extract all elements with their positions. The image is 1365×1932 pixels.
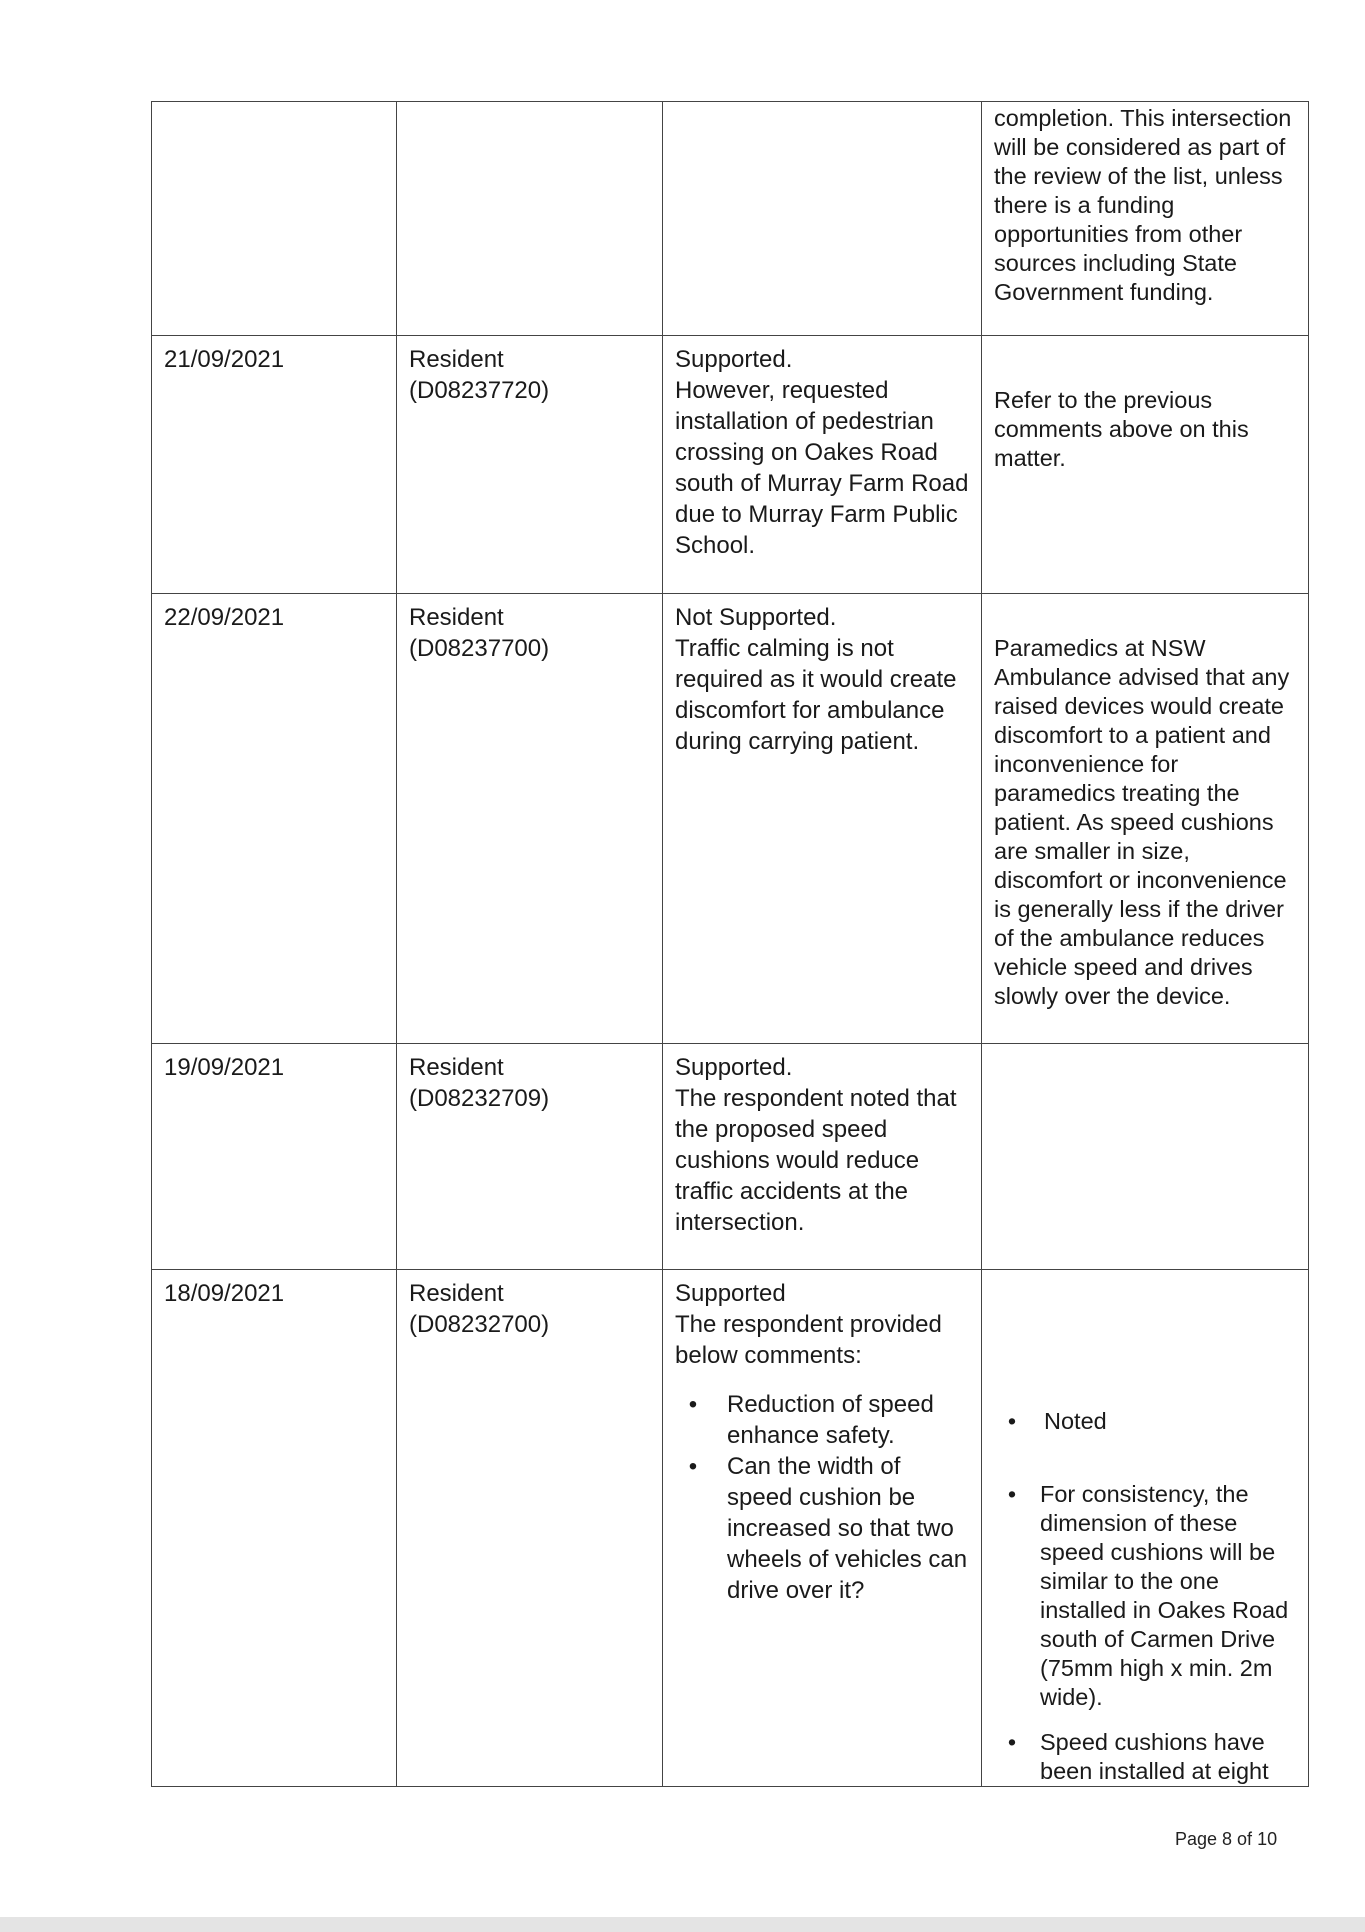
bullet-icon: • (1007, 1481, 1017, 1507)
date-text: 19/09/2021 (164, 1054, 285, 1081)
submission-status: Supported. (675, 1054, 793, 1081)
submission-cell (663, 594, 982, 1044)
comment-cell (982, 594, 1309, 1044)
list-item: • Noted (994, 1407, 1296, 1436)
submission-cell (663, 1044, 982, 1270)
table-row (152, 1044, 1309, 1270)
comment-cell (982, 336, 1309, 594)
date-text: 22/09/2021 (164, 604, 285, 631)
list-item: • For consistency, the dimension of these speed cushions will be similar to the one installed in Oakes Road south of Carmen Drive (75mm high x min. 2m wide). (994, 1480, 1296, 1712)
table-row (152, 336, 1309, 594)
comment-text: completion. This intersection will be considered as part of the review of the list, unless there is a funding opportunities from other sources including State Government funding. (994, 105, 1292, 305)
comment-bullet-list (994, 1407, 1296, 1786)
page-number: Page 8 of 10 (1175, 1829, 1278, 1849)
submissions-table (151, 101, 1309, 1787)
submission-cell (663, 336, 982, 594)
date-cell (152, 1270, 397, 1787)
submission-cell (663, 102, 982, 336)
date-cell (152, 336, 397, 594)
respondent-cell (397, 336, 663, 594)
bullet-icon: • (688, 1391, 698, 1418)
respondent-id: (D08232709) (409, 1085, 550, 1112)
bullet-icon: • (1007, 1729, 1017, 1755)
respondent-id: (D08232700) (409, 1311, 550, 1338)
respondent-id: (D08237720) (409, 377, 550, 404)
submission-status: Supported. (675, 346, 793, 373)
comment-text: Refer to the previous comments above on this matter. (994, 387, 1249, 471)
respondent-type: Resident (409, 604, 504, 631)
bullet-icon: • (1007, 1408, 1017, 1434)
respondent-id: (D08237700) (409, 635, 550, 662)
submission-detail: However, requested installation of pedestrian crossing on Oakes Road south of Murray Farm Road due to Murray Farm Public School. (675, 377, 969, 559)
submission-detail: The respondent noted that the proposed speed cushions would reduce traffic accidents at the intersection. (675, 1085, 957, 1236)
bullet-icon: • (688, 1453, 698, 1480)
submission-detail: Traffic calming is not required as it would create discomfort for ambulance during carrying patient. (675, 635, 957, 755)
comment-cell (982, 1270, 1309, 1787)
comment-cell (982, 1044, 1309, 1270)
respondent-cell (397, 1044, 663, 1270)
date-text: 18/09/2021 (164, 1280, 285, 1307)
respondent-type: Resident (409, 1054, 504, 1081)
submission-detail: The respondent provided below comments: (675, 1311, 942, 1369)
comment-cell (982, 102, 1309, 336)
date-cell (152, 102, 397, 336)
respondent-type: Resident (409, 346, 504, 373)
list-item: • Reduction of speed enhance safety. (675, 1389, 969, 1451)
respondent-cell (397, 1270, 663, 1787)
submission-status: Not Supported. (675, 604, 837, 631)
date-cell (152, 1044, 397, 1270)
table-row (152, 1270, 1309, 1787)
respondent-cell (397, 594, 663, 1044)
date-text: 21/09/2021 (164, 346, 285, 373)
table-row (152, 102, 1309, 336)
comment-text: Paramedics at NSW Ambulance advised that any raised devices would create discomfort to a patient and inconvenience for paramedics treating the patient. As speed cushions are smaller in size, discomfort or inconvenience is generally less if the driver of the ambulance reduces vehicle speed and drives slowly over the device. (994, 635, 1290, 1009)
table-row (152, 594, 1309, 1044)
submission-bullet-list (675, 1389, 969, 1606)
list-item: • Can the width of speed cushion be increased so that two wheels of vehicles can drive over it? (675, 1451, 969, 1606)
date-cell (152, 594, 397, 1044)
list-item: • Speed cushions have been installed at eight (994, 1728, 1296, 1786)
respondent-type: Resident (409, 1280, 504, 1307)
page-bottom-edge (0, 1917, 1365, 1932)
submission-status: Supported (675, 1280, 786, 1307)
submission-cell (663, 1270, 982, 1787)
respondent-cell (397, 102, 663, 336)
